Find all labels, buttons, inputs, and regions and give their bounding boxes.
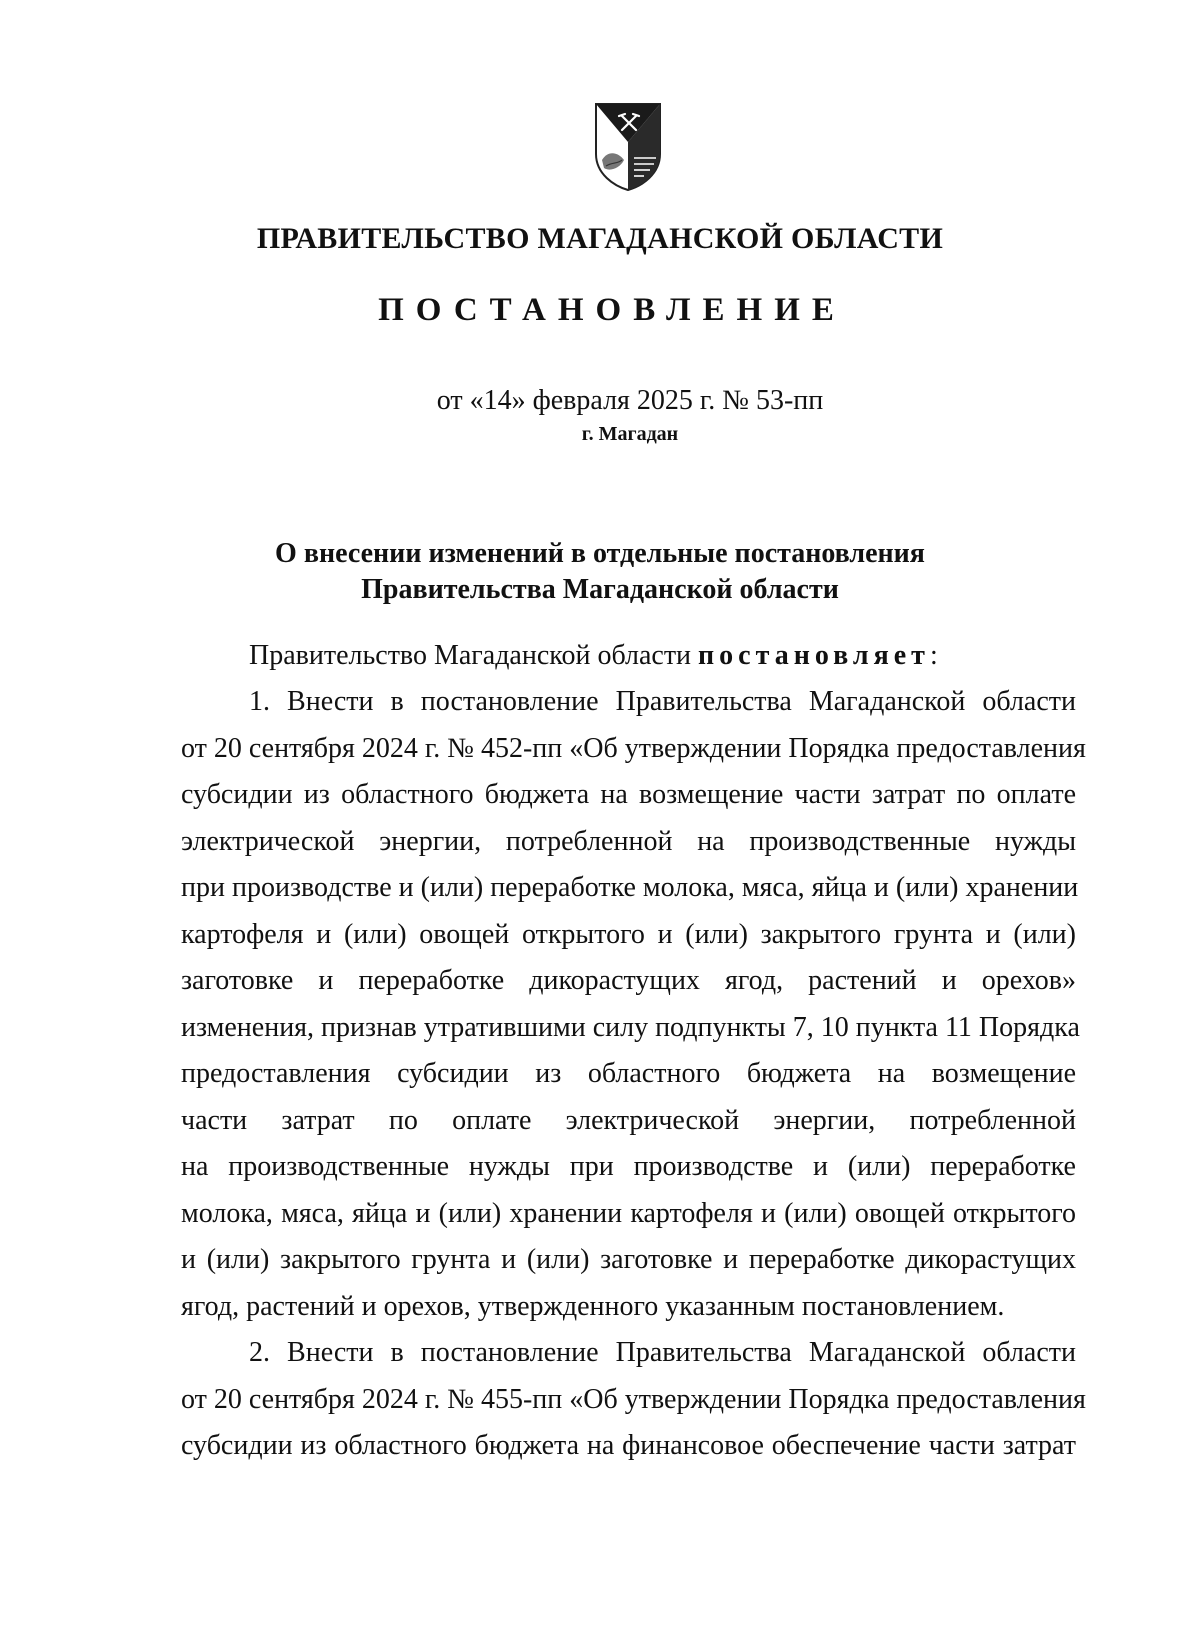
preamble-text: Правительство Магаданской области [249,640,699,671]
item-1-line: части затрат по оплате электрической энергии, потребленной [181,1105,1076,1136]
item-1-line: при производстве и (или) переработке молока, мяса, яйца и (или) хранении [181,872,1079,903]
item-1-line: ягод, растений и орехов, утвержденного указанным постановлением. [181,1291,1005,1322]
subject-line-1: О внесении изменений в отдельные постановления [275,538,925,569]
item-1-line: на производственные нужды при производстве и (или) переработке [181,1151,1076,1182]
item-1-line: изменения, признав утратившими силу подпункты 7, 10 пункта 11 Порядка [181,1012,1080,1043]
preamble-colon: : [929,640,938,671]
item-2-line: от 20 сентября 2024 г. № 455-пп «Об утверждении Порядка предоставления [181,1384,1086,1415]
date-and-number: от «14» февраля 2025 г. № 53-пп [436,385,824,416]
item-1-line: субсидии из областного бюджета на возмещение части затрат по оплате [181,779,1076,810]
item-2-line: 2. Внести в постановление Правительства Магаданской области [249,1337,1076,1368]
subject-line-2: Правительства Магаданской области [361,574,839,605]
organization-title: ПРАВИТЕЛЬСТВО МАГАДАНСКОЙ ОБЛАСТИ [256,222,944,255]
item-1-line: предоставления субсидии из областного бюджета на возмещение [181,1058,1076,1089]
item-1-line: электрической энергии, потребленной на производственные нужды [181,826,1076,857]
document-subject [0,536,1200,608]
preamble-keyword: постановляет [698,640,930,671]
item-1-line: 1. Внести в постановление Правительства Магаданской области [249,686,1076,717]
item-1-line: заготовке и переработке дикорастущих ягод, растений и орехов» [181,965,1076,996]
coat-of-arms-icon [592,102,664,192]
item-1-line: от 20 сентября 2024 г. № 452-пп «Об утверждении Порядка предоставления [181,733,1086,764]
preamble-paragraph [249,640,1076,672]
item-1-line: молока, мяса, яйца и (или) хранении картофеля и (или) овощей открытого [181,1198,1076,1229]
item-1-line: и (или) закрытого грунта и (или) заготовке и переработке дикорастущих [181,1244,1076,1275]
city-label: г. Магадан [581,423,679,445]
document-type-title: ПОСТАНОВЛЕНИЕ [378,292,846,328]
item-2-line: субсидии из областного бюджета на финансовое обеспечение части затрат [181,1430,1076,1461]
item-1-line: картофеля и (или) овощей открытого и (или) закрытого грунта и (или) [181,919,1076,950]
